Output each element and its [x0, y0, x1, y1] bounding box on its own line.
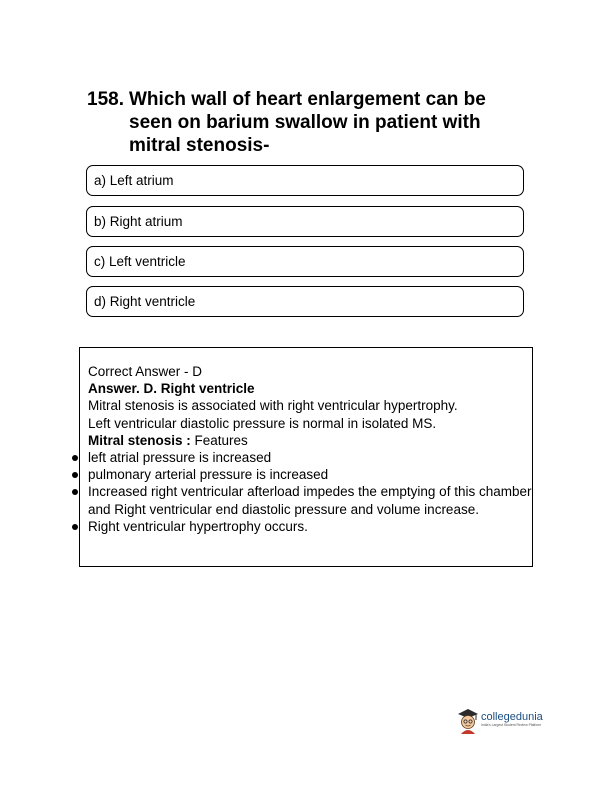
logo-tagline: India's Largest Student Review Platform: [481, 723, 542, 727]
question-text: Which wall of heart enlargement can be seen on barium swallow in patient with mitral stenosis-: [129, 89, 486, 156]
correct-answer-line: Correct Answer - D: [88, 364, 203, 379]
features-list: [88, 449, 532, 535]
explanation-line-1: Mitral stenosis is associated with right ventricular hypertrophy.: [88, 398, 458, 414]
graduate-mascot-icon: [457, 708, 479, 734]
features-suffix: Features: [190, 432, 248, 448]
option-a[interactable]: a) Left atrium: [86, 165, 524, 196]
answer-heading: Answer. D. Right ventricle: [88, 381, 255, 397]
question: [87, 88, 527, 157]
option-d[interactable]: d) Right ventricle: [86, 286, 524, 317]
collegedunia-logo: [457, 708, 543, 736]
list-item: left atrial pressure is increased: [88, 449, 532, 466]
option-b[interactable]: b) Right atrium: [86, 206, 524, 237]
list-item: Right ventricular hypertrophy occurs.: [88, 518, 532, 535]
logo-name: collegedunia: [481, 711, 543, 723]
features-heading: [88, 432, 532, 449]
list-item: pulmonary arterial pressure is increased: [88, 466, 532, 483]
features-label: Mitral stenosis :: [88, 432, 191, 448]
question-number: 158.: [87, 89, 124, 110]
option-c[interactable]: c) Left ventricle: [86, 246, 524, 277]
answer-box: [79, 347, 533, 567]
explanation-line-2: Left ventricular diastolic pressure is normal in isolated MS.: [88, 415, 437, 431]
list-item: Increased right ventricular afterload impedes the emptying of this chamber and Right ventricular end diastolic pressure and volume increase.: [88, 484, 532, 517]
